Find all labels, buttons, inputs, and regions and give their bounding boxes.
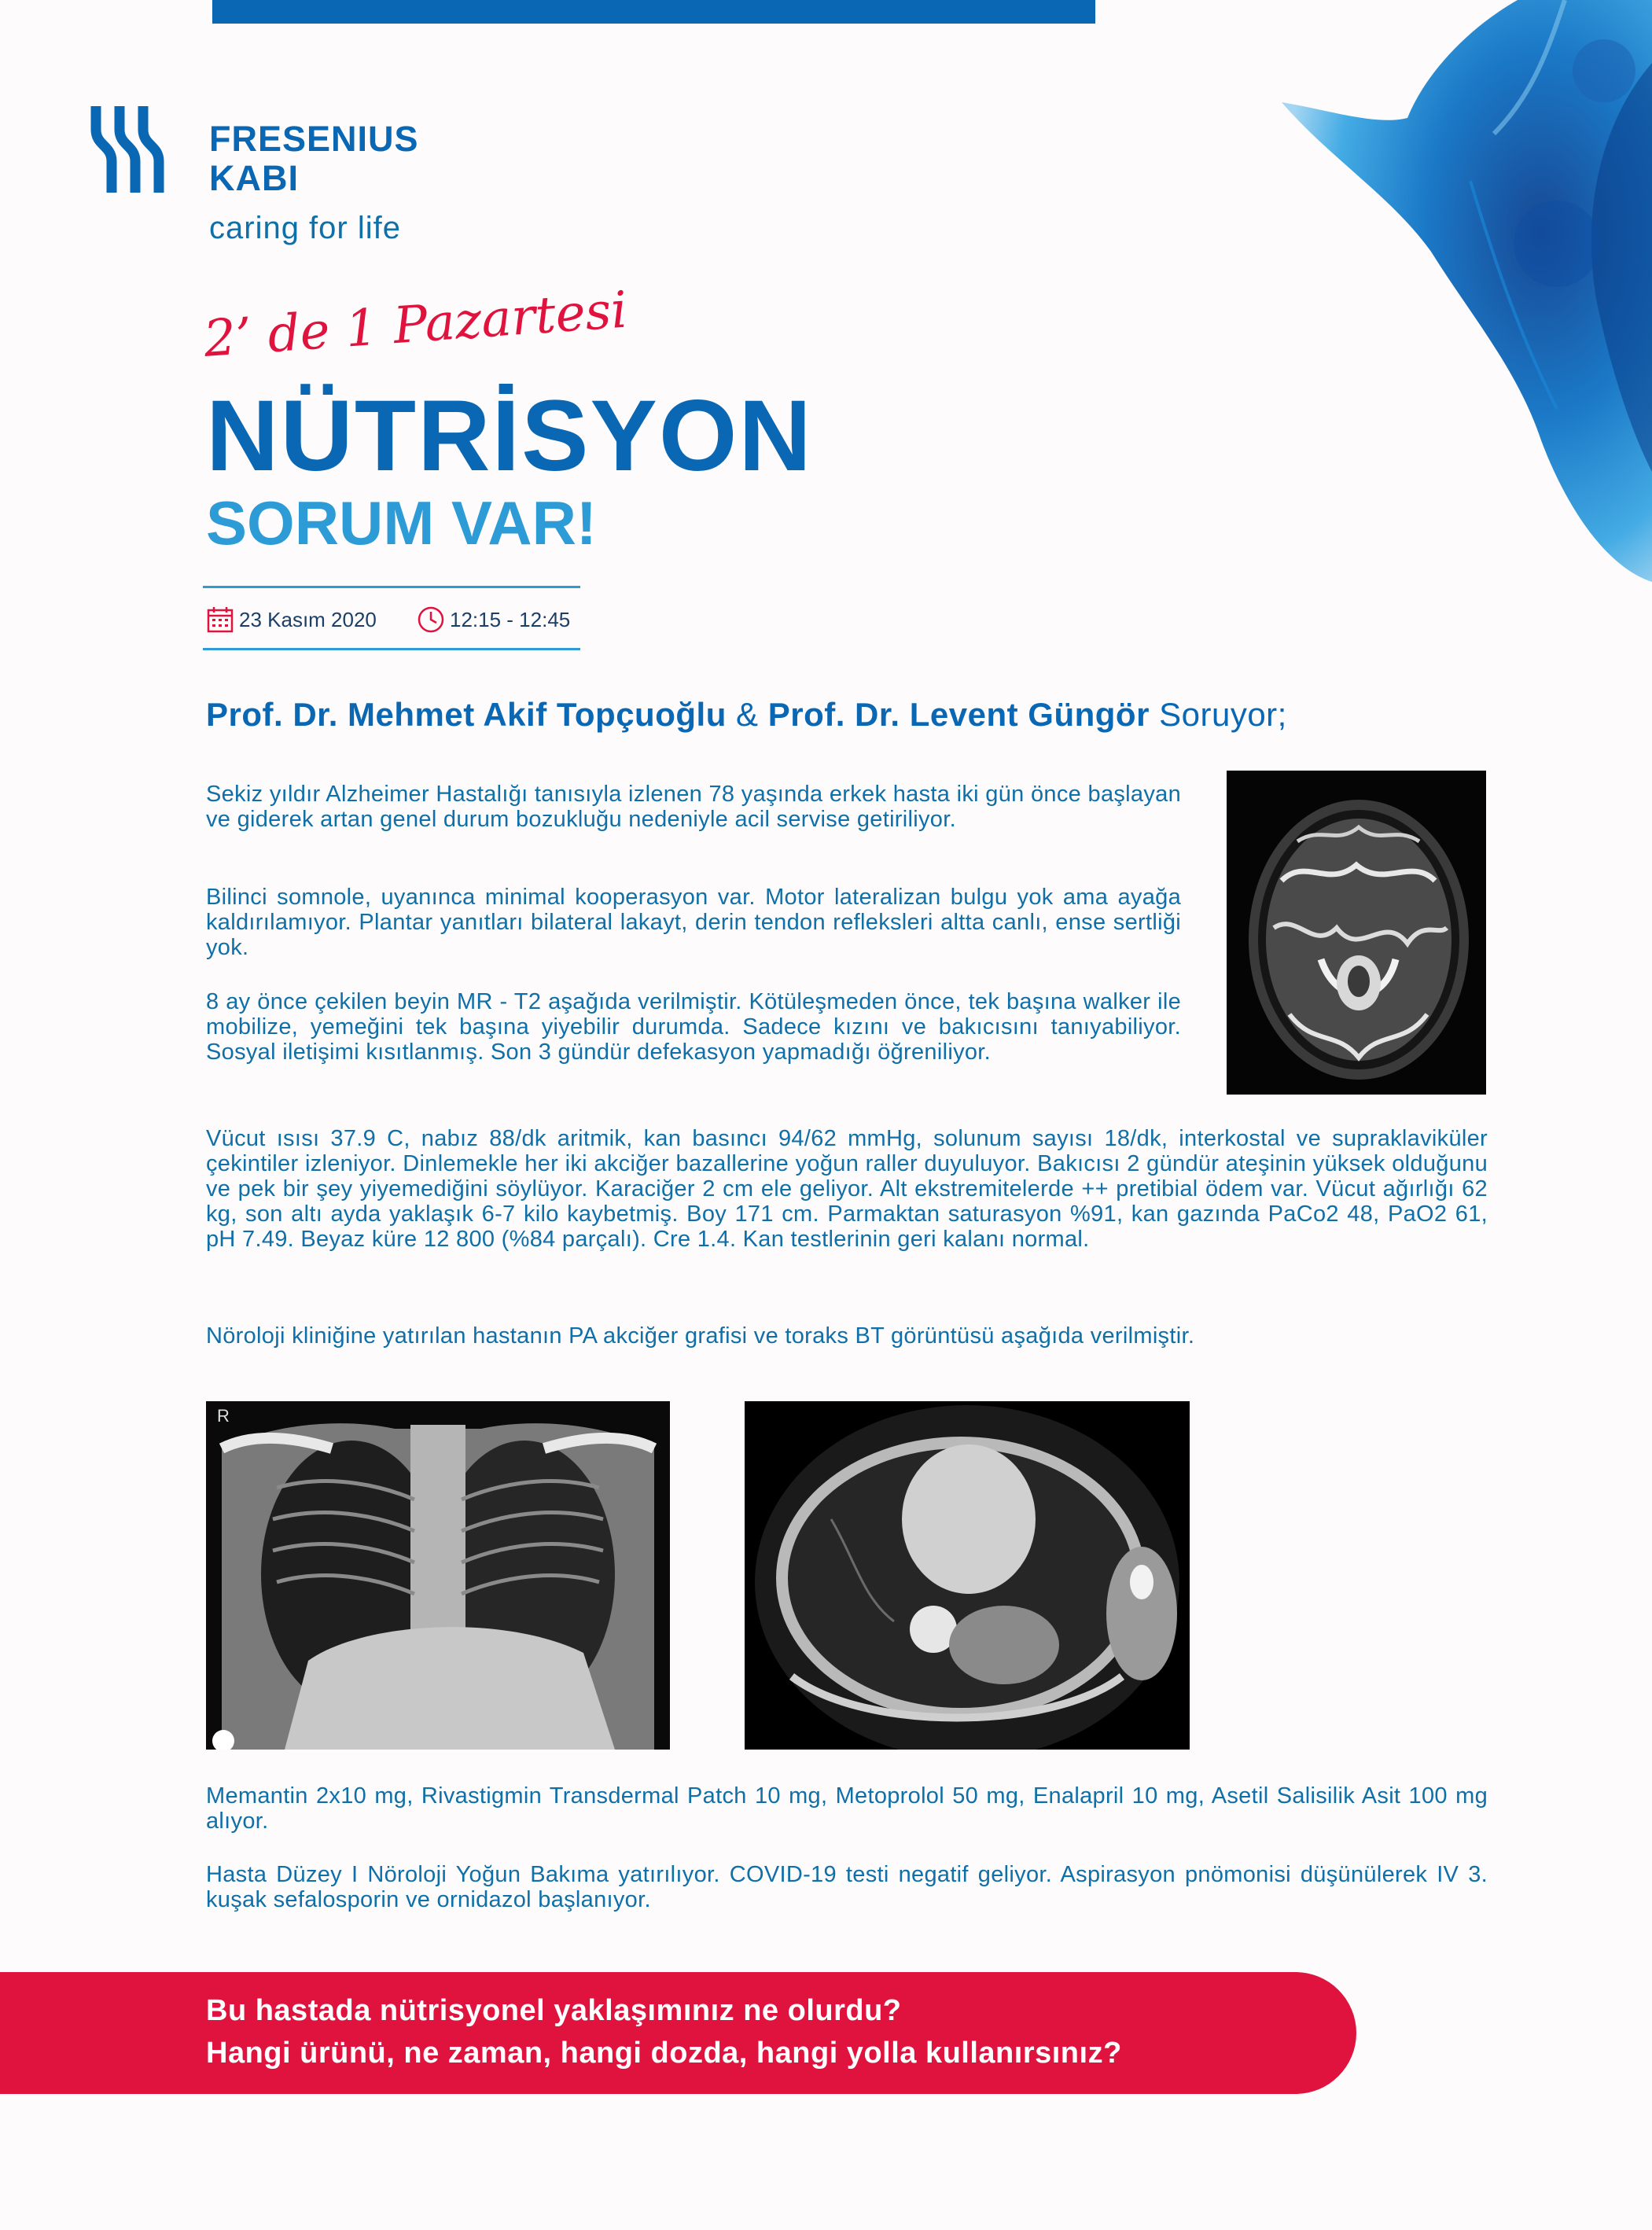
case-paragraph-2: Bilinci somnole, uyanınca minimal kooperasyon var. Motor lateralizan bulgu yok ama ayağa kaldırılamıyor. Plantar yanıtları bilateral lakayt, derin tendon refleksleri altta canlı, ense sertliği yok. [206,885,1181,960]
brand-name-line1: FRESENIUS [209,119,419,159]
speakers-suffix: Soruyor; [1149,696,1287,733]
question-banner [0,1972,1356,2094]
case-paragraph-4: Vücut ısısı 37.9 C, nabız 88/dk aritmik, kan basıncı 94/62 mmHg, solunum sayısı 18/dk, interkostal ve supraklaviküler çekintiler izleniyor. Dinlemekle her iki akciğer bazallerine yoğun raller duyuluyor. Bakıcısı 2 gündür ateşinin yüksek olduğunu ve pek bir şey yiyemediğini söylüyor. Karaciğer 2 cm ele geliyor. Alt ekstremitelerde ++ pretibial ödem var. Vücut ağırlığı 62 kg, son altı ayda yaklaşık 6-7 kilo kaybetmiş. Boy 171 cm. Parmaktan saturasyon %91, kan gazında PaCo2 48, PaO2 61, pH 7.49. Beyaz küre 12 800 (%84 parçalı). Cre 1.4. Kan testlerinin geri kalanı normal. [206,1126,1488,1252]
sub-title: SORUM VAR! [206,488,597,558]
xray-marker: R [217,1406,230,1426]
brand-name [209,120,419,198]
case-paragraph-5: Nöroloji kliniğine yatırılan hastanın PA akciğer grafisi ve toraks BT görüntüsü aşağıda verilmiştir. [206,1323,1195,1349]
speakers-line [206,696,1287,734]
speaker-1: Prof. Dr. Mehmet Akif Topçuoğlu [206,696,727,733]
thorax-ct-image [745,1401,1190,1750]
chest-xray-image [206,1401,670,1750]
main-title: NÜTRİSYON [206,380,813,492]
case-paragraph-1: Sekiz yıldır Alzheimer Hastalığı tanısıyla izlenen 78 yaşında erkek hasta iki gün önce başlayan ve giderek artan genel durum bozukluğu nedeniyle acil servise getiriliyor. [206,782,1181,832]
clock-icon [417,605,445,634]
event-date-text: 23 Kasım 2020 [239,607,377,631]
script-title: 2’ de 1 Pazartesi [201,281,630,369]
event-time-text: 12:15 - 12:45 [450,607,571,631]
treatment-paragraph: Hasta Düzey I Nöroloji Yoğun Bakıma yatırılıyor. COVID-19 testi negatif geliyor. Aspirasyon pnömonisi düşünülerek IV 3. kuşak sefalosporin ve ornidazol başlanıyor. [206,1862,1488,1912]
fresenius-logo [88,102,182,197]
watercolor-splash [1234,0,1652,582]
event-date [206,605,377,634]
speaker-2: Prof. Dr. Levent Güngör [767,696,1150,733]
calendar-icon [206,605,234,634]
brand-name-line2: KABI [209,158,299,198]
medication-paragraph: Memantin 2x10 mg, Rivastigmin Transdermal Patch 10 mg, Metoprolol 50 mg, Enalapril 10 mg, Asetil Salisilik Asit 100 mg alıyor. [206,1783,1488,1834]
top-accent-bar [212,0,1095,24]
speaker-joiner: & [726,696,768,733]
brand-tagline: caring for life [209,211,401,245]
case-paragraph-3: 8 ay önce çekilen beyin MR - T2 aşağıda verilmiştir. Kötüleşmeden önce, tek başına walker ile mobilize, yemeğini tek başına yiyebilir durumda. Sadece kızını ve bakıcısını tanıyabiliyor. Sosyal iletişimi kısıtlanmış. Son 3 gündür defekasyon yapmadığı öğreniliyor. [206,989,1181,1065]
event-time [417,605,570,634]
event-datetime [203,586,580,650]
brain-mri-image [1227,771,1486,1095]
question-line-1: Bu hastada nütrisyonel yaklaşımınız ne olurdu? [206,1994,902,2027]
question-line-2: Hangi ürünü, ne zaman, hangi dozda, hangi yolla kullanırsınız? [206,2037,1122,2070]
